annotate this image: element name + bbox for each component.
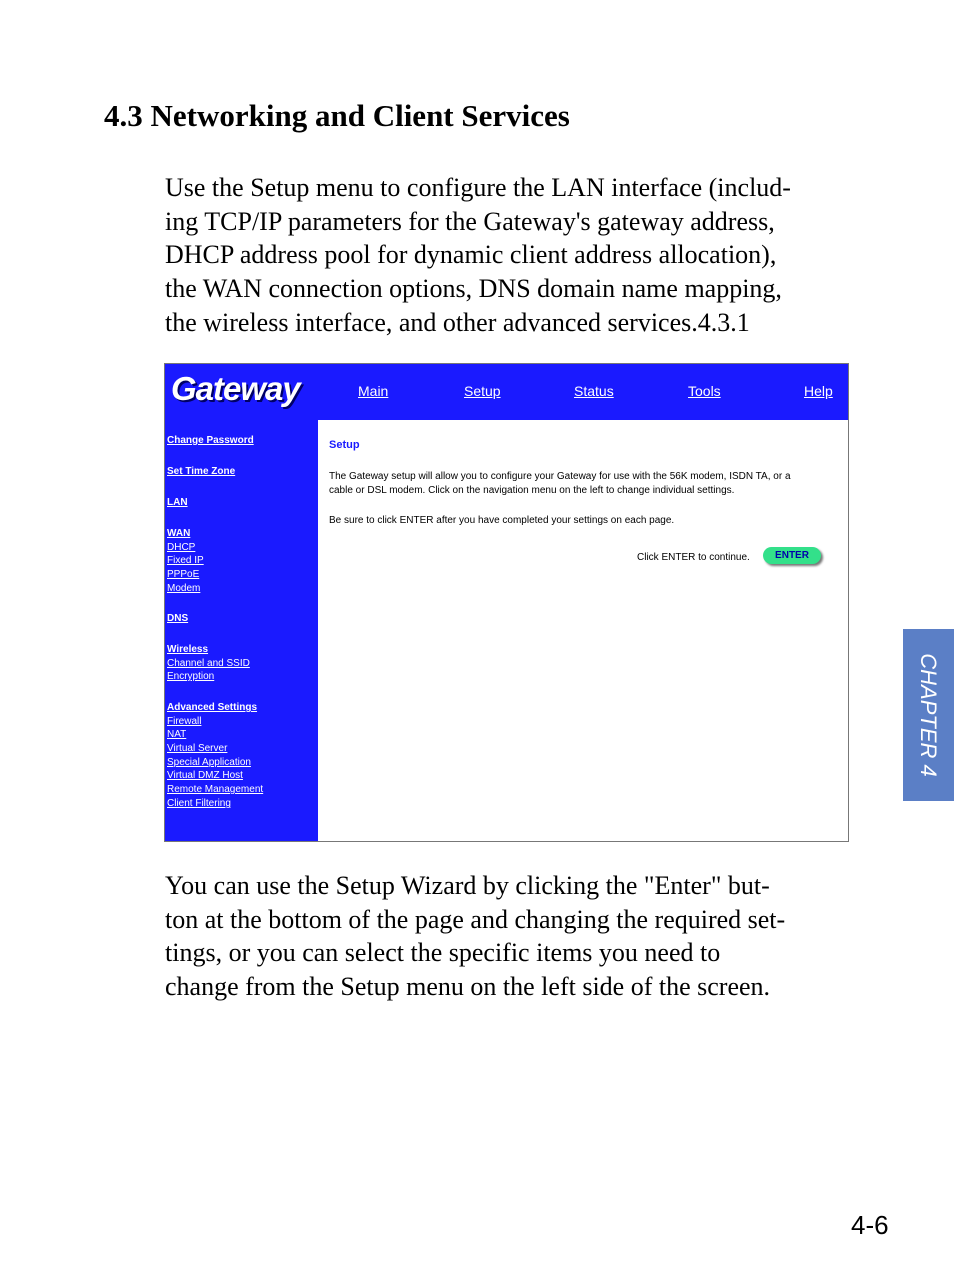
nav-help[interactable]: Help <box>804 383 833 399</box>
screenshot-header <box>165 364 848 420</box>
intro-line: Use the Setup menu to configure the LAN interface (includ- <box>165 173 791 202</box>
nav-main[interactable]: Main <box>358 383 389 399</box>
setup-sidebar <box>165 420 318 841</box>
sidebar-pppoe[interactable]: PPPoE <box>167 569 200 580</box>
intro-line: the WAN connection options, DNS domain name mapping, <box>165 274 782 304</box>
sidebar-fixed-ip[interactable]: Fixed IP <box>167 555 204 566</box>
outro-line: change from the Setup menu on the left side of the screen. <box>165 972 771 1002</box>
intro-paragraph <box>165 171 865 340</box>
page-number: 4-6 <box>851 1210 889 1240</box>
enter-button[interactable]: ENTER <box>763 547 821 564</box>
setup-title: Setup <box>329 439 360 451</box>
sidebar-wireless[interactable]: Wireless <box>167 644 209 655</box>
setup-description-line: cable or DSL modem. Click on the navigation menu on the left to change individual settings. <box>329 485 735 496</box>
setup-description <box>329 470 849 498</box>
sidebar-virtual-server[interactable]: Virtual Server <box>167 743 228 754</box>
outro-line: You can use the Setup Wizard by clicking the "Enter" but- <box>165 871 770 900</box>
sidebar-advanced-settings[interactable]: Advanced Settings <box>167 702 258 713</box>
sidebar-dns[interactable]: DNS <box>167 613 189 624</box>
outro-line: tings, or you can select the specific items you need to <box>165 938 721 968</box>
intro-line: ing TCP/IP parameters for the Gateway's gateway address, <box>165 206 775 236</box>
sidebar-virtual-dmz-host[interactable]: Virtual DMZ Host <box>167 770 243 781</box>
sidebar-change-password[interactable]: Change Password <box>167 435 254 446</box>
sidebar-dhcp[interactable]: DHCP <box>167 542 196 553</box>
sidebar-channel-ssid[interactable]: Channel and SSID <box>167 658 250 669</box>
chapter-tab <box>903 629 954 801</box>
setup-content <box>318 420 848 841</box>
intro-line: DHCP address pool for dynamic client address allocation), <box>165 240 777 270</box>
intro-line: the wireless interface, and other advanced services.4.3.1 <box>165 307 750 337</box>
sidebar-remote-management[interactable]: Remote Management <box>167 784 264 795</box>
sidebar-wan[interactable]: WAN <box>167 528 191 539</box>
sidebar-modem[interactable]: Modem <box>167 583 201 594</box>
gateway-logo: Gateway <box>171 370 300 407</box>
continue-text: Click ENTER to continue. <box>637 552 750 563</box>
gateway-setup-screenshot <box>164 363 849 842</box>
outro-line: ton at the bottom of the page and changing the required set- <box>165 904 786 934</box>
setup-description-line: The Gateway setup will allow you to configure your Gateway for use with the 56K modem, ISDN TA, or a <box>329 471 791 482</box>
outro-paragraph <box>165 869 865 1004</box>
sidebar-firewall[interactable]: Firewall <box>167 716 202 727</box>
nav-status[interactable]: Status <box>574 383 614 399</box>
sidebar-nat[interactable]: NAT <box>167 729 187 740</box>
nav-tools[interactable]: Tools <box>688 383 721 399</box>
sidebar-encryption[interactable]: Encryption <box>167 671 215 682</box>
sidebar-client-filtering[interactable]: Client Filtering <box>167 798 231 809</box>
sidebar-set-time-zone[interactable]: Set Time Zone <box>167 466 236 477</box>
chapter-label: CHAPTER 4 <box>916 653 941 777</box>
nav-setup[interactable]: Setup <box>464 383 501 399</box>
sidebar-lan[interactable]: LAN <box>167 497 188 508</box>
sidebar-special-application[interactable]: Special Application <box>167 757 251 768</box>
section-title: 4.3 Networking and Client Services <box>104 98 570 133</box>
setup-note: Be sure to click ENTER after you have completed your settings on each page. <box>329 515 675 526</box>
